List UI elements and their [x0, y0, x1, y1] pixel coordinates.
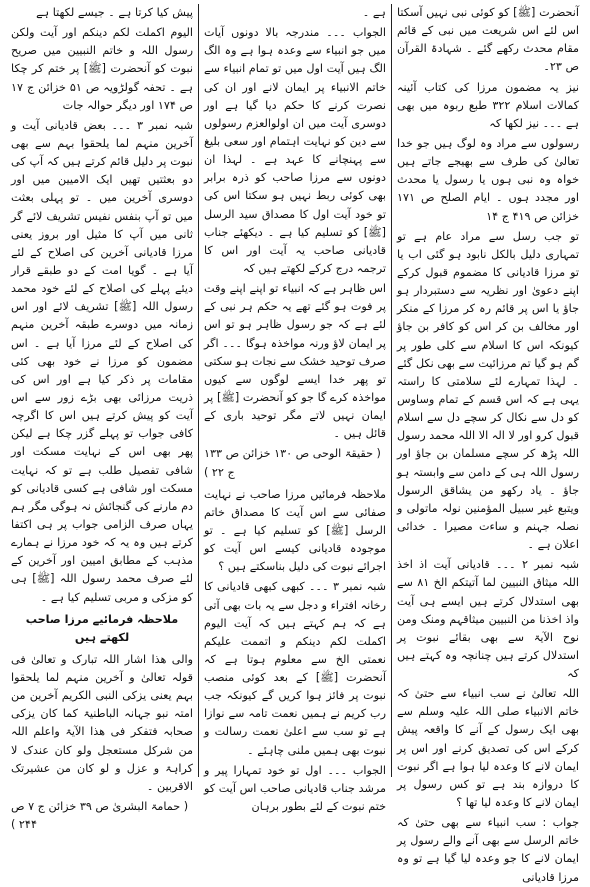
column-left [6, 4, 199, 832]
paragraph: جواب : سب انبیاء سے بھی حتیٰ کہ خاتم الرسل سے بھی آنے والے رسول پر ایمان لانے کا جو وعدہ لیا گیا ہے تو وہ مرزا قادیانی [397, 816, 579, 884]
paragraph: شبہ نمبر ۳ ۔۔۔ بعض قادیانی آیت و آخرین منہم لما یلحقوا بہم سے بھی نبوت پر دلیل قائم کرتے ہیں کہ آپ کی دو بعثتیں تھیں ایک الامیین میں اور دوسری آخرین میں ۔ تو پہلی بعثت میں تو آپ بنفس نفیس تشریف لائے گر ثانی میں آپ کا مثیل اور بروز یعنی مرزا قادیانی آخرین کی اصلاح کے لئے آیا ہے ۔ گویا امت کے دو طبقے قرار دیئے پہلے کی اصلاح کے لئے خود محمد رسول اللہ [ﷺ] تشریف لائے اور اس زمانہ میں دوسرے طبقہ آخرین منہم کی اصلاح کے لئے مرزا آیا ہے ۔ اس مضمون کو مرزا نے خود بھی کئی مقامات پر ذکر کیا ہے اور اس کی ذریت مرزائی بھی بڑے زور سے اس آیت کو پیش کرتے ہیں اس کا اگرچہ کافی جواب تو پہلے گزر چکا ہے لیکن پھر بھی اس کے نہایت مسکت اور شافی تفصیل طلب ہے تو کہ نہایت مسکت اور شافی ہے کسی قادیانی کو دم مارنے کی گنجائش نہ ہوگی مگر ہم یہاں صرف الزامی جواب پر ہی اکتفا کرتے ہیں وہ یہ کہ خود مرزا نے ہمارے مذہب کے مطابق امیین اور آخرین کے لئے صرف محمد رسول اللہ [ﷺ] ہی کو مزکی و مربی تسلیم کیا ہے ۔ [11, 118, 193, 604]
paragraph: نیز یہ مضمون مرزا کی کتاب آئینہ کمالات اسلام ۳۲۲ طبع ربوہ میں بھی ہے ۔۔۔ نیز لکھا کہ [397, 80, 580, 130]
paragraph: اس ظاہر ہے کہ انبیاء تو اپنے اپنے وقت پر فوت ہو گئے تھے یہ حکم ہر نبی کے لئے ہے کہ جو رسول ظاہر ہو تو اس پر ایمان لاؤ ورنہ مواخذہ ہوگا ۔۔۔ اگر صرف توحید خشک سے نجات ہو سکتی تو پھر خدا ایسے لوگوں سے کیوں مواخذہ کرے گا جو کو آنحضرت [ﷺ] پر ایمان نہیں لاتے مگر توحید باری کے قائل ہیں ۔ [204, 282, 386, 441]
paragraph: ملاحظہ فرمائیں مرزا صاحب نے نہایت صفائی سے اس آیت کا مصداق خاتم الرسل [ﷺ] کو تسلیم کیا ہے ۔ تو موجودہ قادیانی کیسے اس آیت کو اجرائے نبوت کی دلیل بناسکتے ہیں ؟ [204, 487, 386, 574]
paragraph: الیوم اکملت لکم دینکم اور آیت ولکن رسول اللہ و خاتم النبیین میں صریح نبوت کو آنحضرت [ﷺ] پر ختم کر چکا ہے ۔ تحفہ گولڑویہ ص ۵۱ خزائن ج ۱۷ ص ۱۷۴ اور دیگر حوالہ جات [11, 26, 194, 112]
paragraph: شبہ نمبر ۳ ۔۔۔ کبھی کبھی قادیانی کا رخانہ افتراء و دجل سے یہ بات بھی آتی ہے کہ ہم کہتے ہیں کہ آیت الیوم اکملت لکم دینکم و اتممت علیکم نعمتی الخ سے معلوم ہوتا ہے کہ آنحضرت [ﷺ] کے بعد کوئی منصب نبوت پر فائز ہوا کریں گے کیونکہ جب رب کریم نے ہمیں نعمت تامہ سے نوازا ہے تو سب سے اعلیٰ نعمت رسالت و نبوت بھی ہمیں ملنی چاہئے ۔ [204, 580, 386, 757]
paragraph: اللہ تعالیٰ نے سب انبیاء سے حتیٰ کہ خاتم الانبیاء صلی اللہ علیہ وسلم سے بھی ایک رسول کے آنے کا واقعہ پیش کرکے اس کی تصدیق کرنے اور اس پر ایمان لانے کا وعدہ لیا ہوا ہے اگر نبوت کا دروازہ بند ہے تو کس رسول پر ایمان لانے کا وعدہ لیا تھا ؟ [397, 687, 579, 810]
citation: ( حقیقۃ الوحی ص ۱۳۰ خزائن ص ۱۳۳ ج ۲۲ ) [204, 447, 381, 479]
paragraph: ہے ۔ [362, 6, 386, 19]
citation: ( حمامۃ البشریٰ ص ۳۹ خزائن ج ۷ ص ۲۴۴ ) [11, 800, 189, 832]
paragraph: پیش کیا کرتا ہے ۔ جیسے لکھتا ہے [36, 6, 193, 19]
column-middle [199, 4, 392, 814]
paragraph: الجواب ۔۔۔ اول تو خود تمہارا پیر و مرشد جناب قادیانی صاحب اس آیت کو ختم نبوت کے لئے بطور برہان [204, 763, 386, 814]
column-right [392, 4, 584, 884]
paragraph: آنحضرت [ﷺ] کو کوئی نبی نہیں آسکتا اس لئے اس شریعت میں نبی کے قائم مقام محدث رکھے گئے ۔ شہادۃ القرآن ص ۲۳۔ [397, 6, 579, 74]
paragraph: الجواب ۔۔۔ مندرجہ بالا دونوں آیات میں جو انبیاء سے وعدہ ہوا ہے وہ الگ الگ ہیں آیت اول میں تو تمام انبیاء سے خاتم الانبیاء پر ایمان لانے اور ان کی نصرت کرنے کا حکم دیا گیا ہے اور دوسری آیت میں ان اولوالعزم رسولوں سے دین کو نہایت اہتمام اور سعی بلیغ سے پہنچانے کا عہد ہے ۔ لہذا ان دونوں سے مرزا صاحب کو ذرہ برابر بھی کوئی ربط نہیں ہو سکتا اس کی تو خود آیت اول کا مصداق سید الرسل [ﷺ] کو تسلیم کیا ہے ۔ دیکھئے جناب قادیانی صاحب یہ آیت اور اس کا ترجمہ درج کرکے لکھتے ہیں کہ [204, 26, 386, 275]
paragraph: رسولوں سے مراد وہ لوگ ہیں جو خدا تعالیٰ کی طرف سے بھیجے جاتے ہیں خواہ وہ نبی ہوں یا رسول یا محدث اور مجدد ہوں ۔ ایام الصلح ص ۱۷۱ خزائن ص ۴۱۹ ج ۱۴ [397, 136, 579, 223]
paragraph: شبہ نمبر ۲ ۔۔۔ قادیانی آیت اذ اخذ اللہ میثاق النبیین لما آتیتکم الخ ۸۱ سے بھی استدلال کرتے ہیں ایسے ہی آیت واذ اخذنا من النبیین میثاقہم ومنک ومن نوح الآیۃ سے بھی بقائے نبوت پر استدلال کرتے ہیں چنانچہ وہ کہتے ہیں کہ [397, 558, 579, 681]
section-heading: ملاحظہ فرمائیے مرزا صاحب لکھتے ہیں [25, 612, 179, 644]
paragraph: والی ھذا اشار اللہ تبارک و تعالیٰ فی قولہ تعالیٰ و آخرین منہم لما یلحقوا بہم یعنی یزکی النبی الکریم آخرین من امتہ نبو جہانہ الباطنیۃ کما کان یزکی صحابہ فتفکر فی ھذا الآیۃ واعلم اللہ من شرکل مستعجل ولو کان عندک لا کراہۃ و عزل و لو کان من عشیرتک الاقربین ۔ [11, 652, 193, 793]
paragraph: تو جب رسل سے مراد عام ہے تو تمہاری دلیل بالکل نابود ہو گئی اب یا تو مرزا قادیانی کا مضموم قبول کرکے اپنے دعویٰ اور نظریہ سے دستبردار ہو جاؤ یا اس پر قائم رہ کر مرزا کے منکر اور مخالف بن کر اس کو کافر بن جاؤ کیونکہ اس کا اسلام سے کلی طور پر گم ہو گیا تم مرزائیت سے بھی نکل گئے ۔ لہذا تمہارے لئے سلامتی کا راستہ یہی ہے کہ اس قسم کے تمام وساوس کو دل سے نکال کر سچے دل سے اسلام قبول کرو اور لا الہ الا اللہ محمد رسول اللہ پڑھ کر سچے مسلمان بن جاؤ اور رسول اللہ ہی کے دامن سے وابستہ ہو جاؤ ۔ یاد رکھو من یشاقق الرسول ویتبع غیر سبیل المؤمنین نولہ ماتولی و نصلہ جہنم و ساءت مصیرا ۔ خدائی اعلان ہے ۔ [397, 229, 579, 552]
